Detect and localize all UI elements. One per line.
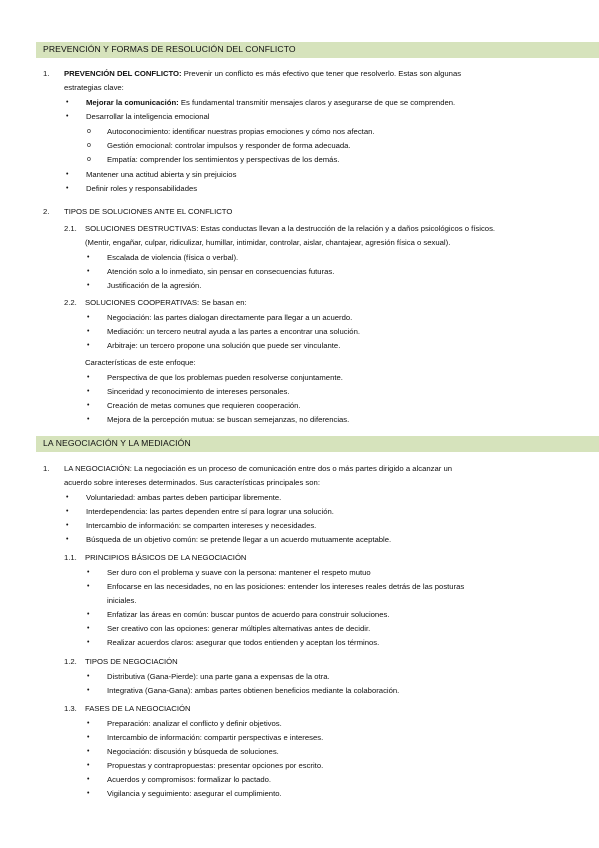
item-text: una parte gana a expensas de la otra. [198, 672, 330, 681]
item-term: Realizar acuerdos claros: [107, 638, 194, 647]
bullet-icon: • [87, 734, 90, 741]
item-text: mantener el respeto mutuo [276, 568, 371, 577]
item-text: generar múltiples alternativas antes de decidir. [209, 624, 371, 633]
bullet-icon: • [87, 673, 90, 680]
bullet-icon: • [87, 254, 90, 261]
list-item [107, 568, 371, 578]
item-text: ambas partes obtienen beneficios mediante la colaboración. [192, 686, 400, 695]
list-item: Escalada de violencia (física o verbal). [107, 253, 239, 262]
list-item: Atención solo a lo inmediato, sin pensar en consecuencias futuras. [107, 267, 335, 276]
bullet-icon: • [87, 639, 90, 646]
list-item [107, 624, 370, 634]
paragraph-continuation: estrategias clave: [64, 83, 124, 92]
circle-bullet-icon: o [87, 156, 91, 163]
section-title: LA NEGOCIACIÓN Y LA MEDIACIÓN [43, 438, 191, 448]
list-item: Definir roles y responsabilidades [86, 184, 198, 193]
list-item [107, 761, 323, 771]
subsection-title: TIPOS DE NEGOCIACIÓN [85, 657, 178, 666]
list-item [107, 582, 464, 592]
item-term: Ser duro con el problema y suave con la persona: [107, 568, 277, 577]
bullet-icon: • [87, 720, 90, 727]
item-term: Preparación: [107, 719, 151, 728]
item-text: identificar nuestras propias emociones y cómo nos afectan. [170, 127, 375, 136]
subsection-number: 2.2. [64, 298, 77, 307]
item-text: asegurar que todos entienden y aceptan los términos. [193, 638, 380, 647]
item-term: Gestión emocional: [107, 141, 173, 150]
bullet-icon: • [87, 314, 90, 321]
item-term: Desarrollar la inteligencia emocional [86, 112, 210, 121]
list-item: Justificación de la agresión. [107, 281, 202, 290]
bullet-icon: • [87, 342, 90, 349]
item-term: Negociación: [107, 313, 152, 322]
item-term: Arbitraje: [107, 341, 138, 350]
list-item: Sinceridad y reconocimiento de intereses personales. [107, 387, 290, 396]
item-text: Prevenir un conflicto es más efectivo que tener que resolverlo. Estas son algunas [181, 69, 462, 78]
item-term: Enfatizar las áreas en común: [107, 610, 209, 619]
item-text: ambas partes deben participar libremente. [135, 493, 282, 502]
item-text: las partes dialogan directamente para llegar a un acuerdo. [151, 313, 353, 322]
bullet-icon: • [87, 569, 90, 576]
item-text: buscar puntos de acuerdo para construir soluciones. [208, 610, 390, 619]
item-term: Intercambio de información: [86, 521, 181, 530]
item-text: un tercero neutral ayuda a las partes a encontrar una solución. [144, 327, 360, 336]
list-item [107, 127, 375, 137]
list-item: Creación de metas comunes que requieren cooperación. [107, 401, 301, 410]
item-term: Empatía: [107, 155, 138, 164]
bullet-icon: • [87, 625, 90, 632]
item-text: Es fundamental transmitir mensajes claros y asegurarse de que se comprenden. [178, 98, 456, 107]
item-term: Distributiva (Gana-Pierde): [107, 672, 199, 681]
list-item: Perspectiva de que los problemas pueden resolverse conjuntamente. [107, 373, 343, 382]
bullet-icon: • [87, 374, 90, 381]
paragraph [85, 224, 495, 234]
list-item [107, 719, 282, 729]
item-text: compartir perspectivas e intereses. [201, 733, 324, 742]
list-item [107, 327, 360, 337]
list-item [107, 789, 282, 799]
bullet-icon: • [66, 185, 69, 192]
list-item [86, 493, 281, 503]
item-title: LA NEGOCIACIÓN: [64, 464, 132, 473]
bullet-icon: • [87, 402, 90, 409]
paragraph [85, 298, 247, 308]
list-item [107, 733, 323, 743]
bullet-icon: • [66, 99, 69, 106]
bullet-icon: • [87, 762, 90, 769]
list-number: 1. [43, 69, 50, 78]
list-item [86, 521, 316, 531]
subsection-text: Se basan en: [199, 298, 247, 307]
list-item-continuation: iniciales. [107, 596, 137, 605]
subsection-number: 1.1. [64, 553, 77, 562]
paragraph [64, 464, 452, 474]
item-term: Integrativa (Gana-Gana): [107, 686, 193, 695]
list-item [86, 535, 391, 545]
item-term: Autoconocimiento: [107, 127, 171, 136]
item-term: Propuestas y contrapropuestas: [107, 761, 216, 770]
item-title: PREVENCIÓN DEL CONFLICTO: [64, 69, 182, 78]
item-text: presentar opciones por escrito. [215, 761, 324, 770]
bullet-icon: • [87, 748, 90, 755]
subsection-number: 1.2. [64, 657, 77, 666]
item-term: Mediación: [107, 327, 145, 336]
section-header [36, 42, 599, 58]
subsection-number: 2.1. [64, 224, 77, 233]
bullet-icon: • [87, 328, 90, 335]
bullet-icon: • [87, 583, 90, 590]
list-item [107, 341, 340, 351]
section-title: PREVENCIÓN Y FORMAS DE RESOLUCIÓN DEL CONFLICTO [43, 44, 296, 54]
bullet-icon: • [87, 776, 90, 783]
bullet-icon: • [66, 536, 69, 543]
bullet-icon: • [66, 171, 69, 178]
paragraph-continuation: acuerdo sobre intereses determinados. Sus características principales son: [64, 478, 320, 487]
bullet-icon: • [66, 113, 69, 120]
item-title: TIPOS DE SOLUCIONES ANTE EL CONFLICTO [64, 207, 233, 216]
bullet-icon: • [66, 508, 69, 515]
list-item [86, 112, 210, 122]
item-term: Voluntariedad: [86, 493, 136, 502]
item-term: Ser creativo con las opciones: [107, 624, 210, 633]
subsection-number: 1.3. [64, 704, 77, 713]
circle-bullet-icon: o [87, 142, 91, 149]
bullet-icon: • [87, 790, 90, 797]
bullet-icon: • [87, 388, 90, 395]
subsection-title: SOLUCIONES DESTRUCTIVAS: [85, 224, 199, 233]
item-term: Mejorar la comunicación: [86, 98, 179, 107]
subsection-text: Estas conductas llevan a la destrucción de la relación y a daños psicológicos o físicos. [198, 224, 496, 233]
bullet-icon: • [66, 494, 69, 501]
bullet-icon: • [87, 687, 90, 694]
item-text: discusión y búsqueda de soluciones. [151, 747, 279, 756]
list-item [107, 638, 379, 648]
list-item [107, 775, 271, 785]
list-item [107, 155, 339, 165]
list-item [107, 313, 352, 323]
item-term: Intercambio de información: [107, 733, 202, 742]
list-item [107, 747, 279, 757]
list-number: 1. [43, 464, 50, 473]
list-item [107, 686, 399, 696]
list-item: Mejora de la percepción mutua: se buscan semejanzas, no diferencias. [107, 415, 350, 424]
list-item [86, 507, 334, 517]
item-text: formalizar lo pactado. [195, 775, 272, 784]
section-header [36, 436, 599, 452]
item-term: Búsqueda de un objetivo común: [86, 535, 198, 544]
item-text: se comparten intereses y necesidades. [180, 521, 317, 530]
paragraph-continuation: (Mentir, engañar, culpar, ridiculizar, humillar, intimidar, controlar, aislar, chantajear, agresión física o sexual). [85, 238, 451, 247]
item-text: un tercero propone una solución que puede ser vinculante. [137, 341, 341, 350]
item-text: La negociación es un proceso de comunicación entre dos o más partes dirigido a alcanzar un [131, 464, 453, 473]
item-text: entender los intereses reales detrás de las posturas [285, 582, 465, 591]
item-term: Acuerdos y compromisos: [107, 775, 196, 784]
bullet-icon: • [87, 282, 90, 289]
features-label: Características de este enfoque: [85, 358, 196, 367]
item-text: comprender los sentimientos y perspectivas de los demás. [137, 155, 340, 164]
item-term: Interdependencia: [86, 507, 148, 516]
bullet-icon: • [87, 416, 90, 423]
item-text: se pretende llegar a un acuerdo mutuamente aceptable. [197, 535, 392, 544]
item-text: asegurar el cumplimiento. [191, 789, 282, 798]
list-item [107, 610, 389, 620]
paragraph [64, 69, 461, 79]
item-text: controlar impulsos y responder de forma adecuada. [172, 141, 351, 150]
list-item [86, 98, 455, 108]
item-text: analizar el conflicto y definir objetivos. [150, 719, 282, 728]
item-term: Negociación: [107, 747, 152, 756]
bullet-icon: • [66, 522, 69, 529]
item-term: Vigilancia y seguimiento: [107, 789, 192, 798]
list-item [107, 672, 330, 682]
list-number: 2. [43, 207, 50, 216]
bullet-icon: • [87, 268, 90, 275]
item-text: las partes dependen entre sí para lograr una solución. [147, 507, 334, 516]
subsection-title: FASES DE LA NEGOCIACIÓN [85, 704, 191, 713]
subsection-title: SOLUCIONES COOPERATIVAS: [85, 298, 200, 307]
list-item: Mantener una actitud abierta y sin prejuicios [86, 170, 237, 179]
subsection-title: PRINCIPIOS BÁSICOS DE LA NEGOCIACIÓN [85, 553, 247, 562]
item-term: Enfocarse en las necesidades, no en las posiciones: [107, 582, 286, 591]
list-item [107, 141, 351, 151]
bullet-icon: • [87, 611, 90, 618]
circle-bullet-icon: o [87, 128, 91, 135]
